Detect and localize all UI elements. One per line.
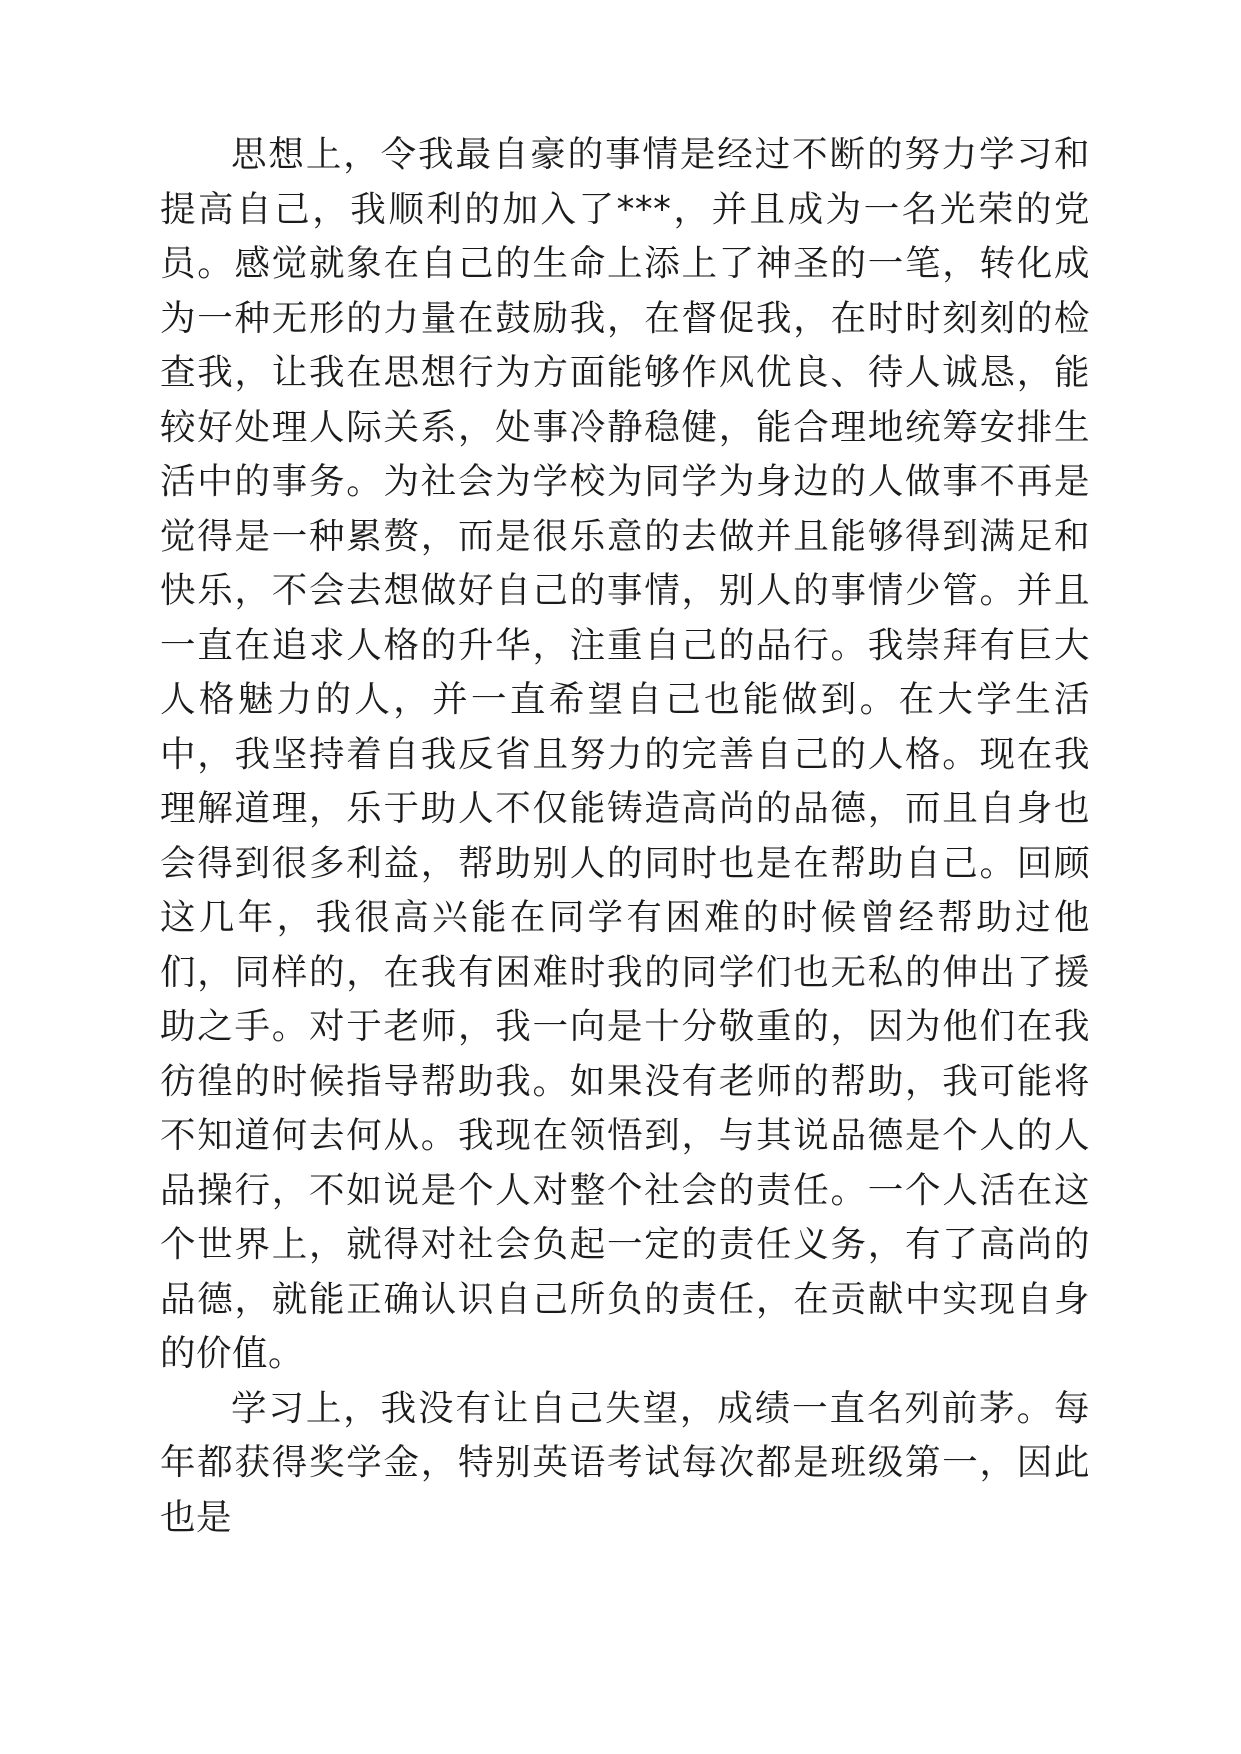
document-body	[160, 128, 1090, 1545]
paragraph-1: 思想上，令我最自豪的事情是经过不断的努力学习和提高自己，我顺利的加入了***，并且成为一名光荣的党员。感觉就象在自己的生命上添上了神圣的一笔，转化成为一种无形的力量在鼓励我，在督促我，在时时刻刻的检查我，让我在思想行为方面能够作风优良、待人诚恳，能较好处理人际关系，处事冷静稳健，能合理地统筹安排生活中的事务。为社会为学校为同学为身边的人做事不再是觉得是一种累赘，而是很乐意的去做并且能够得到满足和快乐，不会去想做好自己的事情，别人的事情少管。并且一直在追求人格的升华，注重自己的品行。我崇拜有巨大人格魅力的人，并一直希望自己也能做到。在大学生活中，我坚持着自我反省且努力的完善自己的人格。现在我理解道理，乐于助人不仅能铸造高尚的品德，而且自身也会得到很多利益，帮助别人的同时也是在帮助自己。回顾这几年，我很高兴能在同学有困难的时候曾经帮助过他们，同样的，在我有困难时我的同学们也无私的伸出了援助之手。对于老师，我一向是十分敬重的，因为他们在我彷徨的时候指导帮助我。如果没有老师的帮助，我可能将不知道何去何从。我现在领悟到，与其说品德是个人的人品操行，不如说是个人对整个社会的责任。一个人活在这个世界上，就得对社会负起一定的责任义务，有了高尚的品德，就能正确认识自己所负的责任，在贡献中实现自身的价值。	[160, 134, 1090, 1374]
paragraph-2: 学习上，我没有让自己失望，成绩一直名列前茅。每年都获得奖学金，特别英语考试每次都是班级第一，因此也是	[160, 1387, 1090, 1538]
